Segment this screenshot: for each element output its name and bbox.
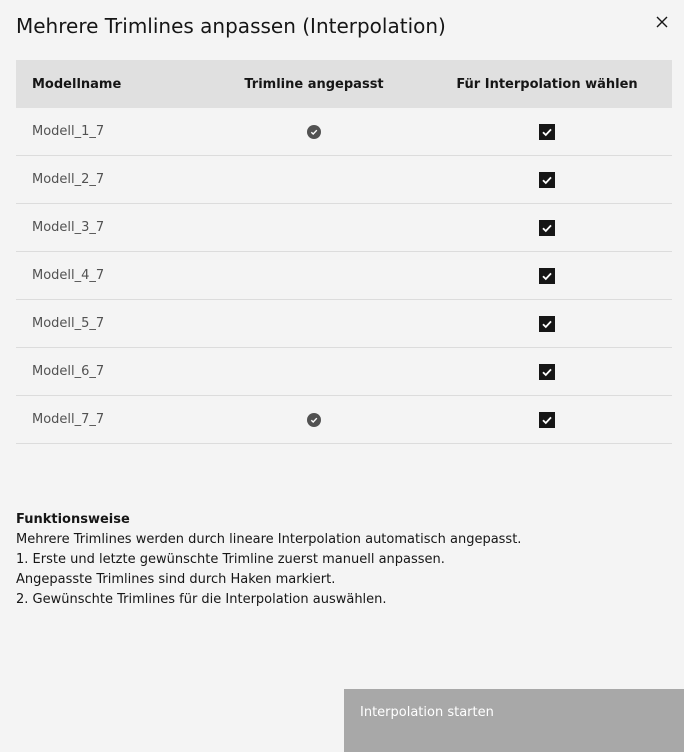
select-cell (422, 172, 672, 188)
table-row (16, 156, 672, 204)
interpolation-checkbox[interactable] (539, 364, 555, 380)
interpolation-checkbox[interactable] (539, 412, 555, 428)
checkmark-icon (541, 366, 553, 378)
model-name: Modell_4_7 (32, 268, 105, 283)
header-interpolation-waehlen: Für Interpolation wählen (456, 76, 638, 92)
start-interpolation-button[interactable]: Interpolation starten (344, 689, 684, 752)
checkmark-icon (541, 126, 553, 138)
table-row (16, 108, 672, 156)
model-name: Modell_3_7 (32, 220, 105, 235)
checkmark-circle-icon (307, 125, 321, 139)
info-line: 1. Erste und letzte gewünschte Trimline zuerst manuell anpassen. (16, 552, 445, 567)
model-name: Modell_1_7 (32, 124, 105, 139)
table-row (16, 252, 672, 300)
checkmark-icon (541, 270, 553, 282)
info-line: Angepasste Trimlines sind durch Haken markiert. (16, 572, 336, 587)
trimline-table (16, 60, 672, 444)
checkmark-circle-icon (307, 413, 321, 427)
model-name: Modell_6_7 (32, 364, 105, 379)
info-line: Mehrere Trimlines werden durch lineare Interpolation automatisch angepasst. (16, 532, 522, 547)
interpolation-checkbox[interactable] (539, 220, 555, 236)
modal-title: Mehrere Trimlines anpassen (Interpolation) (16, 14, 446, 38)
select-cell (422, 412, 672, 428)
select-cell (422, 364, 672, 380)
header-trimline-angepasst: Trimline angepasst (244, 76, 384, 92)
interpolation-checkbox[interactable] (539, 124, 555, 140)
checkmark-icon (541, 318, 553, 330)
select-cell (422, 268, 672, 284)
interpolation-checkbox[interactable] (539, 172, 555, 188)
table-row (16, 300, 672, 348)
checkmark-icon (541, 222, 553, 234)
interpolation-checkbox[interactable] (539, 316, 555, 332)
select-cell (422, 316, 672, 332)
model-name: Modell_2_7 (32, 172, 105, 187)
checkmark-icon (541, 414, 553, 426)
table-row (16, 348, 672, 396)
interpolation-checkbox[interactable] (539, 268, 555, 284)
adjusted-cell (206, 125, 422, 139)
table-row (16, 204, 672, 252)
header-modellname: Modellname (32, 76, 122, 92)
table-row (16, 396, 672, 444)
checkmark-icon (541, 174, 553, 186)
model-name: Modell_7_7 (32, 412, 105, 427)
table-header (16, 60, 672, 108)
info-title: Funktionsweise (16, 512, 130, 527)
close-icon (656, 16, 668, 28)
select-cell (422, 220, 672, 236)
close-button[interactable] (652, 12, 672, 32)
adjusted-cell (206, 413, 422, 427)
info-section (16, 510, 521, 610)
select-cell (422, 124, 672, 140)
model-name: Modell_5_7 (32, 316, 105, 331)
info-line: 2. Gewünschte Trimlines für die Interpolation auswählen. (16, 592, 387, 607)
